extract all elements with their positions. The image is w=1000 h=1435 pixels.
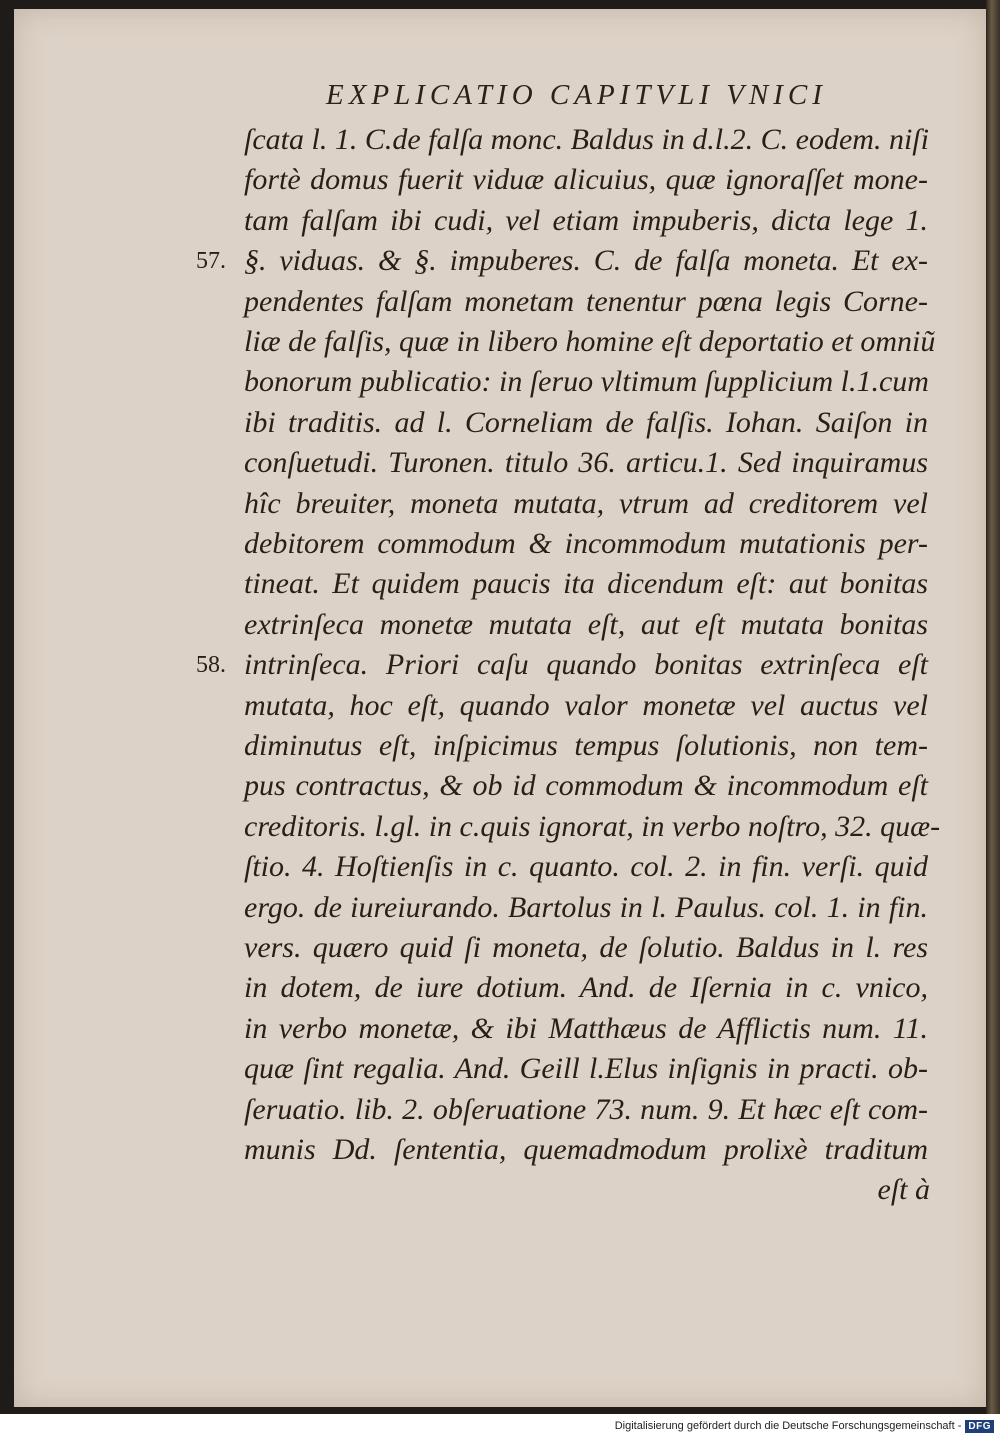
text-line: mutata, hoc eſt, quando valor monetæ vel auctus vel <box>244 688 928 722</box>
text-line: ſcata l. 1. C.de falſa monc. Baldus in d.l.2. C. eodem. niſi <box>244 123 929 156</box>
dfg-logo: DFG <box>965 1420 994 1433</box>
text-line: §. viduas. & §. impuberes. C. de falſa moneta. Et ex- <box>244 244 928 278</box>
text-line: bonorum publicatio: in ſeruo vltimum ſupplicium l.1.cum <box>244 365 929 399</box>
margin-number: 57. <box>196 248 226 275</box>
text-line: fortè domus fuerit viduæ alicuius, quæ ignoraſſet mone- <box>244 163 928 197</box>
text-line: tam falſam ibi cudi, vel etiam impuberis, dicta lege 1. <box>244 203 928 237</box>
margin-number: 58. <box>196 652 226 679</box>
text-line: intrinſeca. Priori caſu quando bonitas extrinſeca eſt <box>244 648 928 682</box>
text-line: in dotem, de iure dotium. And. de Iſernia in c. vnico, <box>244 971 928 1005</box>
text-line: pendentes falſam monetam tenentur pœna legis Corne- <box>244 284 928 318</box>
text-line: hîc breuiter, moneta mutata, vtrum ad creditorem vel <box>244 486 928 520</box>
text-line: ſtio. 4. Hoſtienſis in c. quanto. col. 2. in fin. verſi. quid <box>244 850 928 884</box>
text-line: pus contractus, & ob id commodum & incommodum eſt <box>244 769 928 803</box>
text-line: debitorem commodum & incommodum mutationis per- <box>244 527 928 560</box>
text-line: munis Dd. ſententia, quemadmodum prolixè traditum <box>244 1133 928 1166</box>
text-line: diminutus eſt, inſpicimus tempus ſolutionis, non tem- <box>244 729 928 762</box>
text-line: quæ ſint regalia. And. Geill l.Elus inſignis in practi. ob- <box>244 1052 928 1086</box>
text-line: ſeruatio. lib. 2. obſeruatione 73. num. 9. Et hæc eſt com- <box>244 1092 928 1126</box>
footer-credit <box>0 1417 994 1435</box>
text-line: tineat. Et quidem paucis ita dicendum eſt: aut bonitas <box>244 567 928 601</box>
page-edge <box>986 0 1000 1414</box>
text-line: liæ de falſis, quæ in libero homine eſt deportatio et omniũ <box>244 325 936 358</box>
text-line: eſt à <box>877 1173 930 1207</box>
text-line: ibi traditis. ad l. Corneliam de falſis. Iohan. Saiſon in <box>244 405 928 439</box>
text-line: creditoris. l.gl. in c.quis ignorat, in verbo noſtro, 32. quæ- <box>244 809 941 843</box>
text-line: extrinſeca monetæ mutata eſt, aut eſt mutata bonitas <box>244 607 928 641</box>
running-header: EXPLICATIO CAPITVLI VNICI <box>326 79 827 111</box>
text-line: conſuetudi. Turonen. titulo 36. articu.1. Sed inquiramus <box>244 446 928 480</box>
text-line: in verbo monetæ, & ibi Matthæus de Afflictis num. 11. <box>244 1011 928 1045</box>
text-line: vers. quæro quid ſi moneta, de ſolutio. Baldus in l. res <box>244 931 928 964</box>
text-line: ergo. de iureiurando. Bartolus in l. Paulus. col. 1. in fin. <box>244 890 928 924</box>
footer-text: Digitalisierung gefördert durch die Deutsche Forschungsgemeinschaft - <box>614 1420 962 1432</box>
